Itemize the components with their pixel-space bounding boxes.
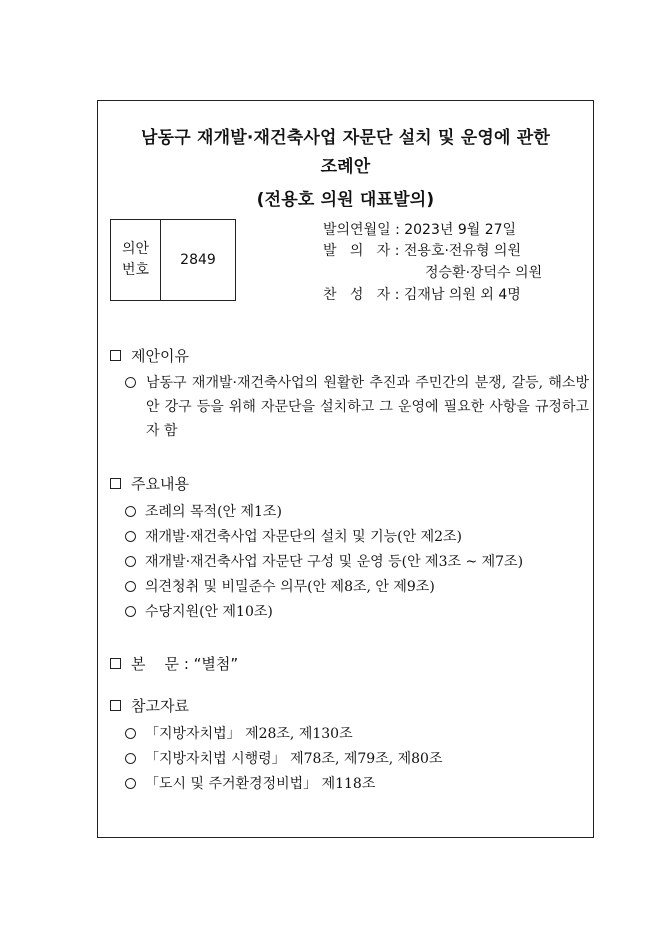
section-references-title: 참고자료 <box>131 697 189 715</box>
list-item-text: 조례의 목적(안 제1조) <box>145 504 282 520</box>
list-item-text: 재개발·재건축사업 자문단 구성 및 운영 등(안 제3조 ~ 제7조) <box>145 554 524 570</box>
proposer: 발 의 자 : 전용호·전유형 의원 <box>323 243 521 259</box>
list-item <box>125 773 375 793</box>
circle-bullet-icon <box>125 581 136 592</box>
bill-number-label <box>111 220 161 301</box>
bill-number-label-line1: 의안 <box>121 241 150 257</box>
section-body-title: 본 문 : “별첨” <box>131 655 239 673</box>
section-contents-heading <box>110 473 189 494</box>
square-bullet-icon <box>110 658 121 669</box>
bill-number-label-line2: 번호 <box>121 262 150 278</box>
bill-number-table <box>110 219 236 301</box>
list-item-text: 「지방자치법 시행령」 제78조, 제79조, 제80조 <box>145 751 443 767</box>
square-bullet-icon <box>110 478 121 489</box>
circle-bullet-icon <box>125 728 136 739</box>
list-item-text: 「지방자치법」 제28조, 제130조 <box>145 726 353 742</box>
section-body-heading <box>110 653 238 674</box>
reason-paragraph <box>125 371 589 443</box>
document-frame <box>97 100 594 838</box>
document-title: 남동구 재개발·재건축사업 자문단 설치 및 운영에 관한 <box>140 128 551 148</box>
reason-text: 남동구 재개발·재건축사업의 원활한 추진과 주민간의 분쟁, 갈등, 해소방안 강구 등을 위해 자문단을 설치하고 그 운영에 필요한 사항을 규정하고자 함 <box>146 375 589 439</box>
list-item <box>125 723 353 743</box>
list-item <box>125 526 462 546</box>
section-references-heading <box>110 695 189 716</box>
circle-bullet-icon <box>125 531 136 542</box>
square-bullet-icon <box>110 350 121 361</box>
section-contents-title: 주요내용 <box>131 475 189 493</box>
circle-bullet-icon <box>125 506 136 517</box>
circle-bullet-icon <box>125 753 136 764</box>
list-item-text: 재개발·재건축사업 자문단의 설치 및 기능(안 제2조) <box>145 529 463 545</box>
supporter: 찬 성 자 : 김재남 의원 외 4명 <box>323 287 521 303</box>
section-reason-title: 제안이유 <box>131 347 189 365</box>
circle-bullet-icon <box>125 556 136 567</box>
document-title-line2: 조례안 <box>320 157 371 177</box>
proposal-date: 발의연월일 : 2023년 9월 27일 <box>323 222 517 238</box>
document-subtitle: (전용호 의원 대표발의) <box>256 190 435 210</box>
bill-number-value: 2849 <box>161 220 236 301</box>
circle-bullet-icon <box>125 377 136 388</box>
list-item-text: 의견청취 및 비밀준수 의무(안 제8조, 안 제9조) <box>145 579 435 595</box>
list-item <box>125 501 282 521</box>
list-item-text: 「도시 및 주거환경정비법」 제118조 <box>145 776 376 792</box>
list-item <box>125 576 435 596</box>
circle-bullet-icon <box>125 778 136 789</box>
square-bullet-icon <box>110 700 121 711</box>
proposer-continued: 정승환·장덕수 의원 <box>425 265 543 281</box>
circle-bullet-icon <box>125 606 136 617</box>
list-item-text: 수당지원(안 제10조) <box>145 604 273 620</box>
list-item <box>125 601 273 621</box>
list-item <box>125 748 442 768</box>
list-item <box>125 551 523 571</box>
section-reason-heading <box>110 345 189 366</box>
